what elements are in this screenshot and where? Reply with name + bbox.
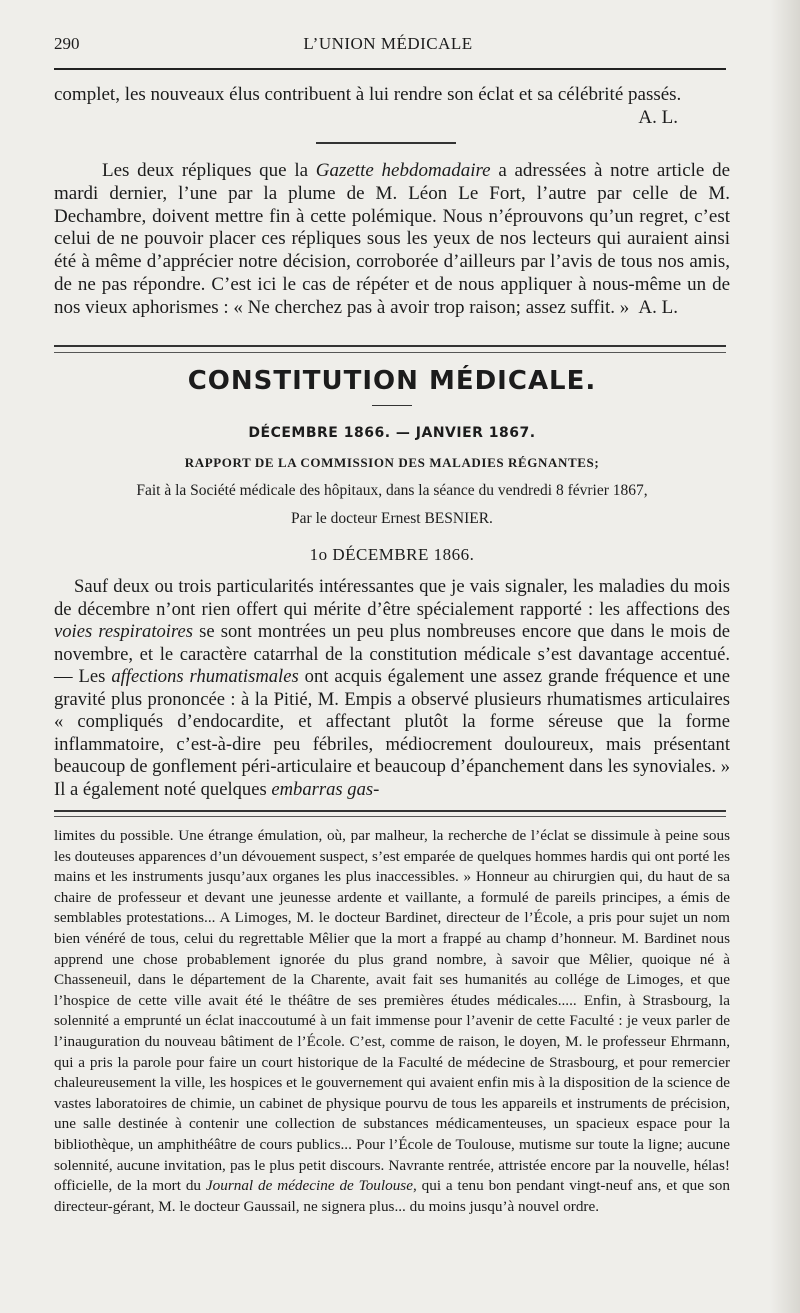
header-rule xyxy=(54,68,726,70)
main-article xyxy=(54,576,730,801)
section-subtitle: DÉCEMBRE 1866. — JANVIER 1867. xyxy=(248,425,536,441)
editorial-note xyxy=(54,160,730,320)
closing-signature: A. L. xyxy=(638,106,678,128)
feuilleton xyxy=(54,826,730,1217)
section-title: CONSTITUTION MÉDICALE. xyxy=(187,366,597,396)
main-italic-3: embarras gas- xyxy=(271,778,380,800)
main-text-3: ont acquis également une assez grande fréquence et une gravité plus prononcée : à la Pitié, M. Empis a observé plusieurs rhumatismes articulaires « compliqués d’endocardite, et affectant plutôt la forme séreuse que la forme inflammatoire, c’est-à-dire peu fébriles, médiocrement douloureux, mais présentant beaucoup de gonflement péri-articulaire et beaucoup d’épanchement dans les synoviales. » Il a également noté quelques xyxy=(54,666,730,800)
feuilleton-rule xyxy=(54,810,726,817)
short-separator xyxy=(316,142,456,144)
feuilleton-paragraph xyxy=(54,826,730,1217)
note-text-start: Les deux répliques que la xyxy=(102,160,316,181)
note-paragraph xyxy=(54,160,730,320)
page-header xyxy=(54,34,722,58)
feuilleton-text-1: limites du possible. Une étrange émulation, où, par malheur, la recherche de l’éclat se dissimule à peine sous les douteuses apparences d’un dévouement suspect, s’est emparée de quelques hommes hardis qui ont porté les mains et les instruments jusqu’aux organes les plus inaccessibles. » Honneur au chirurgien qui, du haut de sa chaire de professeur et devant une jeunesse ardente et vaillante, a formulé de pareils principes, a émis de semblables protestations... A Limoges, M. le docteur Bardinet, directeur de l’École, a pris pour sujet un nom bien vénéré de tous, celui du regrettable Mêlier que la mort a frappé au champ d’honneur. M. Bardinet nous apprend une chose probablement ignorée du plus grand nombre, à savoir que Mêlier, quoique né à Chasseneuil, dans le département de la Charente, avait fait ses humanités au collége de Limoges, et que l’hospice de cette ville avait été le théâtre de ses premières études médicales..... Enfin, à Strasbourg, la solennité a emprunté un éclat inaccoutumé à un fait immense pour l’avenir de cette Faculté : je veux parler de l’inauguration du nouveau bâtiment de l’École. C’est, comme de raison, le doyen, M. le professeur Ehrmann, qui a pris la parole pour faire un court historique de la Faculté de médecine de Strasbourg, et pour remercier chaleureusement la ville, les hospices et le gouvernement qui avaient enfin mis à la disposition de la science de vastes laboratoires de chimie, un cabinet de physique pourvu de tous les appareils et instruments de précision, une salle destinée à contenir une collection de substances médicamenteuses, un spacieux espace pour la bibliothèque, un amphithéâtre de cours publics... Pour l’École de Toulouse, mutisme sur toute la ligne; aucune solennité, aucune invitation, pas le plus petit discours. Navrante rentrée, attristée encore par la nouvelle, hélas! officielle, de la mort du xyxy=(54,827,730,1195)
date-heading: 1o DÉCEMBRE 1866. xyxy=(309,545,475,564)
previous-article-end xyxy=(54,84,730,130)
feuilleton-text-2: , qui a tenu bon pendant vingt-neuf ans, et que son directeur-gérant, M. le docteur Gaussail, ne signera plus... du moins jusqu’à nouvel ordre. xyxy=(54,1177,730,1215)
title-ornament xyxy=(372,405,412,406)
note-signature: A. L. xyxy=(638,296,678,318)
page-edge-shading xyxy=(770,0,800,1313)
note-journal-name: Gazette hebdomadaire xyxy=(315,160,491,181)
report-session: Fait à la Société médicale des hôpitaux, dans la séance du vendredi 8 février 1867, xyxy=(136,482,648,499)
main-text-1: Sauf deux ou trois particularités intéressantes que je vais signaler, les maladies du mois de décembre n’ont rien offert qui mérite d’être spécialement rapporté : les affections des xyxy=(54,576,730,620)
report-author: Par le docteur Ernest BESNIER. xyxy=(291,510,493,527)
main-text-2: se sont montrées un peu plus nombreuses encore que dans le mois de novembre, et le caractère catarrhal de la constitution médicale s’est davantage accentué. — Les xyxy=(54,621,730,687)
note-text-end: a adressées à notre article de mardi dernier, l’une par la plume de M. Léon Le Fort, l’autre par celle de M. Dechambre, doivent mettre fin à cette polémique. Nous n’éprouvons qu’un regret, c’est celui de ne pouvoir placer ces répliques sous les yeux de nos lecteurs qui auraient ainsi été à même d’apprécier notre décision, corroborée d’ailleurs par l’avis de tous nos amis, de ne pas répondre. C’est ici le cas de répéter et de nous appliquer à nous-même un de nos vieux aphorismes : « Ne cherchez pas à avoir trop raison; assez suffit. » xyxy=(54,160,730,318)
main-italic-2: affections rhumatismales xyxy=(111,666,299,687)
report-heading: RAPPORT DE LA COMMISSION DES MALADIES RÉGNANTES; xyxy=(184,455,600,470)
main-italic-1: voies respiratoires xyxy=(54,621,194,642)
closing-line: complet, les nouveaux élus contribuent à lui rendre son éclat et sa célébrité passés. xyxy=(54,84,682,105)
main-paragraph xyxy=(54,576,730,801)
feuilleton-journal-name: Journal de médecine de Toulouse xyxy=(205,1177,413,1195)
section-double-rule xyxy=(54,345,726,353)
running-title: L’UNION MÉDICALE xyxy=(303,34,473,53)
page-number: 290 xyxy=(54,34,80,53)
